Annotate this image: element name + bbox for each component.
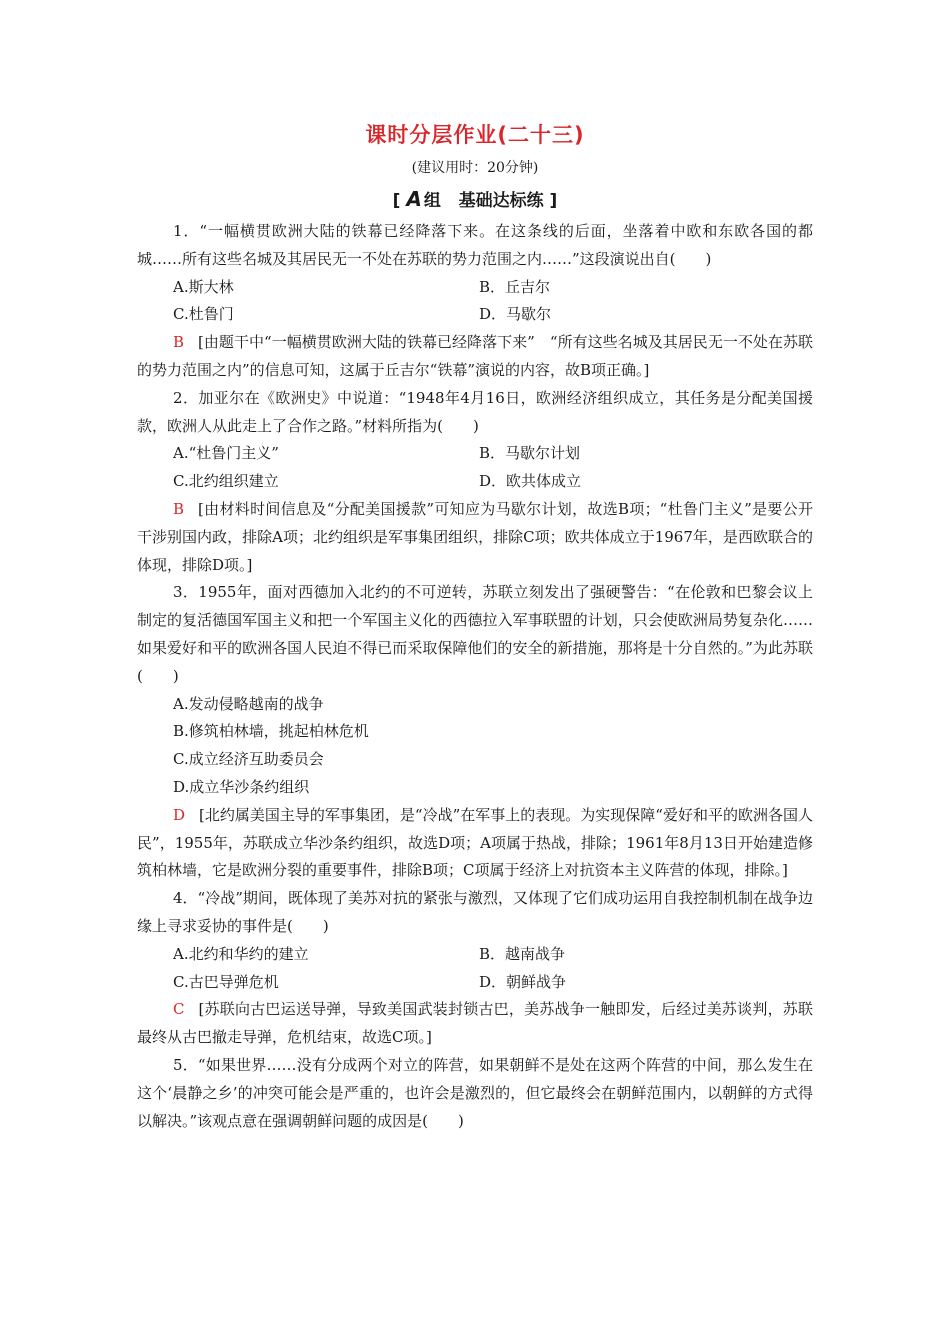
question-3-answer — [137, 802, 813, 885]
question-4-answer — [137, 996, 813, 1052]
option: A.“杜鲁门主义” — [173, 444, 279, 463]
option: A.斯大林 — [173, 277, 234, 296]
answer-explanation: [由材料时间信息及“分配美国援款”可知应为马歇尔计划，故选B项；“杜鲁门主义”是要公开干涉别国内政，排除A项；北约组织是军事集团组织，排除C项；欧共体成立于1967年，是西欧联合的体现，排除D项。] — [137, 499, 813, 574]
answer-letter: B — [173, 333, 185, 352]
option: C.北约组织建立 — [173, 472, 279, 491]
section-heading — [0, 186, 950, 211]
question-4-options — [137, 941, 813, 997]
option: C.成立经济互助委员会 — [173, 750, 324, 769]
option: D.成立华沙条约组织 — [173, 777, 310, 796]
question-list — [137, 218, 813, 1135]
question-2-options — [137, 440, 813, 496]
question-4-stem: 4．“冷战”期间，既体现了美苏对抗的紧张与激烈，又体现了它们成功运用自我控制机制在战争边缘上寻求妥协的事件是( ) — [137, 889, 813, 935]
option: A.发动侵略越南的战争 — [173, 694, 324, 713]
answer-letter: C — [173, 1000, 185, 1019]
group-word: 组 — [423, 191, 441, 211]
answer-letter: D — [173, 805, 186, 824]
answer-explanation: [北约属美国主导的军事集团，是“冷战”在军事上的表现。为实现保障“爱好和平的欧洲各国人民”，1955年，苏联成立华沙条约组织，故选D项；A项属于热战，排除；1961年8月13日开始建造修筑柏林墙，它是欧洲分裂的重要事件，排除B项；C项属于经济上对抗资本主义阵营的体现，排除。] — [137, 805, 813, 880]
option: B．越南战争 — [479, 944, 566, 963]
option: D．欧共体成立 — [479, 472, 582, 491]
page-title: 课时分层作业(二十三) — [365, 123, 585, 147]
option: C.杜鲁门 — [173, 305, 234, 324]
option: D．马歇尔 — [479, 305, 552, 324]
question-2-stem: 2．加亚尔在《欧洲史》中说道：“1948年4月16日，欧洲经济组织成立，其任务是分配美国援款，欧洲人从此走上了合作之路。”材料所指为( ) — [137, 388, 813, 435]
question-3-stem: 3．1955年，面对西德加入北约的不可逆转，苏联立刻发出了强硬警告：“在伦敦和巴黎会议上制定的复活德国军国主义和把一个军国主义化的西德拉入军事联盟的计划，只会使欧洲局势复杂化……如果爱好和平的欧洲各国人民迫不得已而采取保障他们的安全的新措施，那将是十分自然的。”为此苏联( ) — [137, 583, 813, 685]
group-letter: A — [406, 187, 422, 211]
answer-explanation: [由题干中“一幅横贯欧洲大陆的铁幕已经降落下来” “所有这些名城及其居民无一不处在苏联的势力范围之内”的信息可知，这属于丘吉尔“铁幕”演说的内容，故B项正确。] — [137, 333, 813, 379]
option: D．朝鲜战争 — [479, 972, 567, 991]
answer-explanation: [苏联向古巴运送导弹，导致美国武装封锁古巴，美苏战争一触即发，后经过美苏谈判，苏联最终从古巴撤走导弹，危机结束，故选C项。] — [137, 1000, 813, 1047]
answer-letter: B — [173, 499, 185, 518]
question-1-answer — [137, 329, 813, 385]
question-1-stem: 1．“一幅横贯欧洲大陆的铁幕已经降落下来。在这条线的后面，坐落着中欧和东欧各国的都城……所有这些名城及其居民无一不处在苏联的势力范围之内……”这段演说出自( ) — [137, 222, 813, 268]
question-5-stem: 5．“如果世界……没有分成两个对立的阵营，如果朝鲜不是处在这两个阵营的中间，那么发生在这个‘晨静之乡’的冲突可能会是严重的，也许会是激烈的，但它最终会在朝鲜范围内，以朝鲜的方式得以解决。”该观点意在强调朝鲜问题的成因是( ) — [137, 1055, 813, 1130]
section-name: 基础达标练 — [458, 191, 544, 211]
option: B.修筑柏林墙，挑起柏林危机 — [173, 722, 369, 741]
question-3-options — [137, 691, 813, 802]
question-2-answer — [137, 496, 813, 579]
question-1-options — [137, 274, 813, 330]
option: B．丘吉尔 — [479, 277, 551, 296]
section-bracket-left: [ — [392, 191, 401, 211]
time-suggestion: (建议用时：20分钟) — [411, 160, 539, 176]
option: B．马歇尔计划 — [479, 444, 581, 463]
section-bracket-right: ] — [549, 191, 558, 211]
option: A.北约和华约的建立 — [173, 944, 309, 963]
option: C.古巴导弹危机 — [173, 972, 279, 991]
